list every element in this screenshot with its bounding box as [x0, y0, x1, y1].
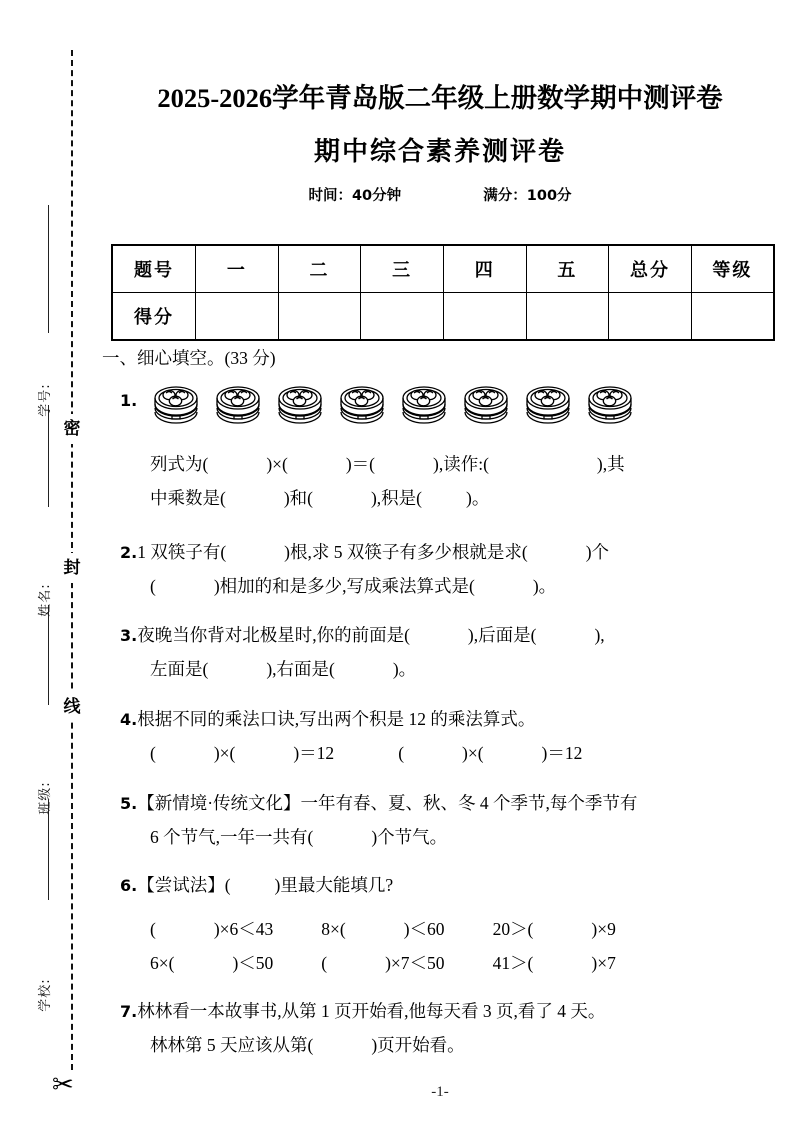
q6-r1-1b: )＜60	[403, 919, 445, 939]
q6-r2-0b: )＜50	[232, 953, 274, 973]
q1-num: 1.	[120, 391, 138, 410]
question-2-line-2	[150, 569, 556, 603]
score-cell-3[interactable]	[361, 293, 444, 341]
q2-l2-b: )相加的和是多少,写成乘法算式是(	[213, 576, 475, 596]
exam-sheet	[100, 0, 793, 1122]
q6-r1-2a: 20＞(	[492, 919, 534, 939]
q6-l1-a: 【尝试法】(	[137, 875, 231, 895]
q3-l1-c: ),	[594, 625, 605, 645]
exam-total-score: 满分：100分	[483, 188, 572, 204]
q4-e1-b: )×(	[213, 743, 236, 763]
q6-num: 6.	[120, 876, 138, 895]
q6-l1-b: )里最大能填几?	[274, 875, 394, 895]
q2-l1-b: )根,求 5 双筷子有多少根就是求(	[284, 542, 528, 562]
q6-r1-0b: )×6＜43	[213, 919, 274, 939]
q7-num: 7.	[120, 1002, 138, 1021]
q6-r2-1a: (	[321, 953, 328, 973]
q6-r1-2b: )×9	[591, 919, 616, 939]
q1-l2-d: )。	[466, 488, 490, 508]
question-1-number	[120, 383, 137, 418]
q1-l2-a: 中乘数是(	[150, 488, 226, 508]
score-cell-5[interactable]	[526, 293, 609, 341]
question-1-line-1	[150, 447, 625, 481]
page-title: 2025-2026学年青岛版二年级上册数学期中测评卷	[157, 83, 723, 113]
seal-label-student-id: 学号:	[38, 383, 53, 417]
seal-label-name: 姓名:	[38, 583, 53, 617]
q1-l1-a: 列式为(	[150, 454, 209, 474]
q4-text: 根据不同的乘法口诀,写出两个积是 12 的乘法算式。	[137, 709, 536, 729]
q6-r2-1b: )×7＜50	[385, 953, 445, 973]
page-number: -1-	[431, 1084, 449, 1100]
q3-num: 3.	[120, 626, 138, 645]
seal-char-xian: 线	[60, 692, 84, 722]
q1-l2-c: ),积是(	[370, 488, 423, 508]
q1-l1-b: )×(	[266, 454, 288, 474]
q6-r1-0a: (	[150, 919, 156, 939]
q7-l2-b: )页开始看。	[371, 1035, 465, 1055]
question-2-line-1	[120, 535, 609, 570]
question-6-row-2	[150, 946, 616, 980]
q5-text: 【新情境·传统文化】一年有春、夏、秋、冬 4 个季节,每个季节有	[137, 793, 638, 813]
q1-l1-c: )＝(	[345, 454, 376, 474]
exam-meta	[100, 184, 780, 205]
score-table-header-5: 五	[526, 245, 609, 293]
q3-l2-c: )。	[392, 659, 417, 679]
q5-num: 5.	[120, 794, 138, 813]
seal-line-strip	[0, 0, 100, 1122]
question-7-line-1	[120, 994, 605, 1029]
q4-e2-c: )＝12	[541, 743, 583, 763]
q1-l2-b: )和(	[283, 488, 313, 508]
q3-l2-a: 左面是(	[150, 659, 209, 679]
seal-label-class: 班级:	[38, 781, 53, 815]
q4-e1-a: (	[150, 743, 156, 763]
score-cell-2[interactable]	[278, 293, 361, 341]
seal-write-rule-1	[48, 205, 49, 333]
bamboo-steamer-icon	[398, 381, 450, 425]
question-4-expressions	[150, 736, 582, 770]
section-heading-fill-blanks: 一、细心填空。(33 分)	[102, 348, 276, 368]
score-table-header-7: 等级	[691, 245, 774, 293]
bamboo-steamer-icon	[584, 381, 636, 425]
score-table-header-2: 二	[278, 245, 361, 293]
question-4-line-1	[120, 702, 535, 737]
question-6-row-1	[150, 912, 616, 946]
score-table-header-6: 总分	[609, 245, 692, 293]
q2-l2-a: (	[150, 576, 156, 596]
q1-l1-e: ),其	[596, 454, 625, 474]
q2-l2-c: )。	[532, 576, 557, 596]
seal-label-school: 学校:	[38, 978, 53, 1012]
bamboo-steamer-icon	[336, 381, 388, 425]
q7-text: 林林看一本故事书,从第 1 页开始看,他每天看 3 页,看了 4 天。	[137, 1001, 606, 1021]
question-7-line-2	[150, 1028, 465, 1062]
q4-e2-b: )×(	[462, 743, 484, 763]
q6-r2-0a: 6×(	[150, 953, 175, 973]
seal-char-mi: 密	[60, 414, 84, 444]
bamboo-steamer-icon	[522, 381, 574, 425]
q2-l1-c: )个	[585, 542, 610, 562]
q1-l1-d: ),读作:(	[433, 454, 489, 474]
page-subtitle: 期中综合素养测评卷	[313, 137, 566, 167]
question-5-line-2	[150, 820, 447, 854]
q6-r2-2b: )×7	[591, 953, 616, 973]
q4-e2-a: (	[398, 743, 405, 763]
q3-l1-b: ),后面是(	[467, 625, 537, 645]
q2-l1-a: 1 双筷子有(	[137, 542, 227, 562]
score-table-header-4: 四	[443, 245, 526, 293]
q4-e1-c: )＝12	[293, 743, 335, 763]
question-5-line-1	[120, 786, 637, 821]
score-cell-1[interactable]	[196, 293, 279, 341]
score-table-header-1: 一	[196, 245, 279, 293]
q3-l1-a: 夜晚当你背对北极星时,你的前面是(	[137, 625, 410, 645]
exam-duration: 时间：40分钟	[308, 188, 402, 204]
score-cell-4[interactable]	[443, 293, 526, 341]
score-cell-grade[interactable]	[691, 293, 774, 341]
q7-l2-a: 林林第 5 天应该从第(	[150, 1035, 314, 1055]
bamboo-steamer-icon	[460, 381, 512, 425]
q5-l2-a: 6 个节气,一年一共有(	[150, 827, 314, 847]
bamboo-steamer-icon	[212, 381, 264, 425]
score-cell-total[interactable]	[609, 293, 692, 341]
question-1-line-2	[150, 481, 489, 515]
seal-char-feng: 封	[60, 553, 84, 583]
q2-num: 2.	[120, 543, 138, 562]
score-table-header-0: 题号	[112, 245, 196, 293]
bamboo-steamer-icon	[274, 381, 326, 425]
table-row-headers	[112, 245, 774, 293]
scissors-icon: ✂	[52, 1070, 74, 1100]
q6-r2-2a: 41＞(	[492, 953, 534, 973]
table-row-scores	[112, 293, 774, 341]
question-3-line-2	[150, 652, 416, 686]
q5-l2-b: )个节气。	[371, 827, 448, 847]
question-6-line-1	[120, 868, 393, 903]
score-table-header-3: 三	[361, 245, 444, 293]
score-table-row-label: 得分	[112, 293, 196, 341]
score-table	[111, 244, 775, 341]
question-3-line-1	[120, 618, 605, 653]
question-1-steamer-group	[150, 381, 750, 425]
q6-r1-1a: 8×(	[321, 919, 346, 939]
q3-l2-b: ),右面是(	[266, 659, 335, 679]
bamboo-steamer-icon	[150, 381, 202, 425]
q4-num: 4.	[120, 710, 138, 729]
